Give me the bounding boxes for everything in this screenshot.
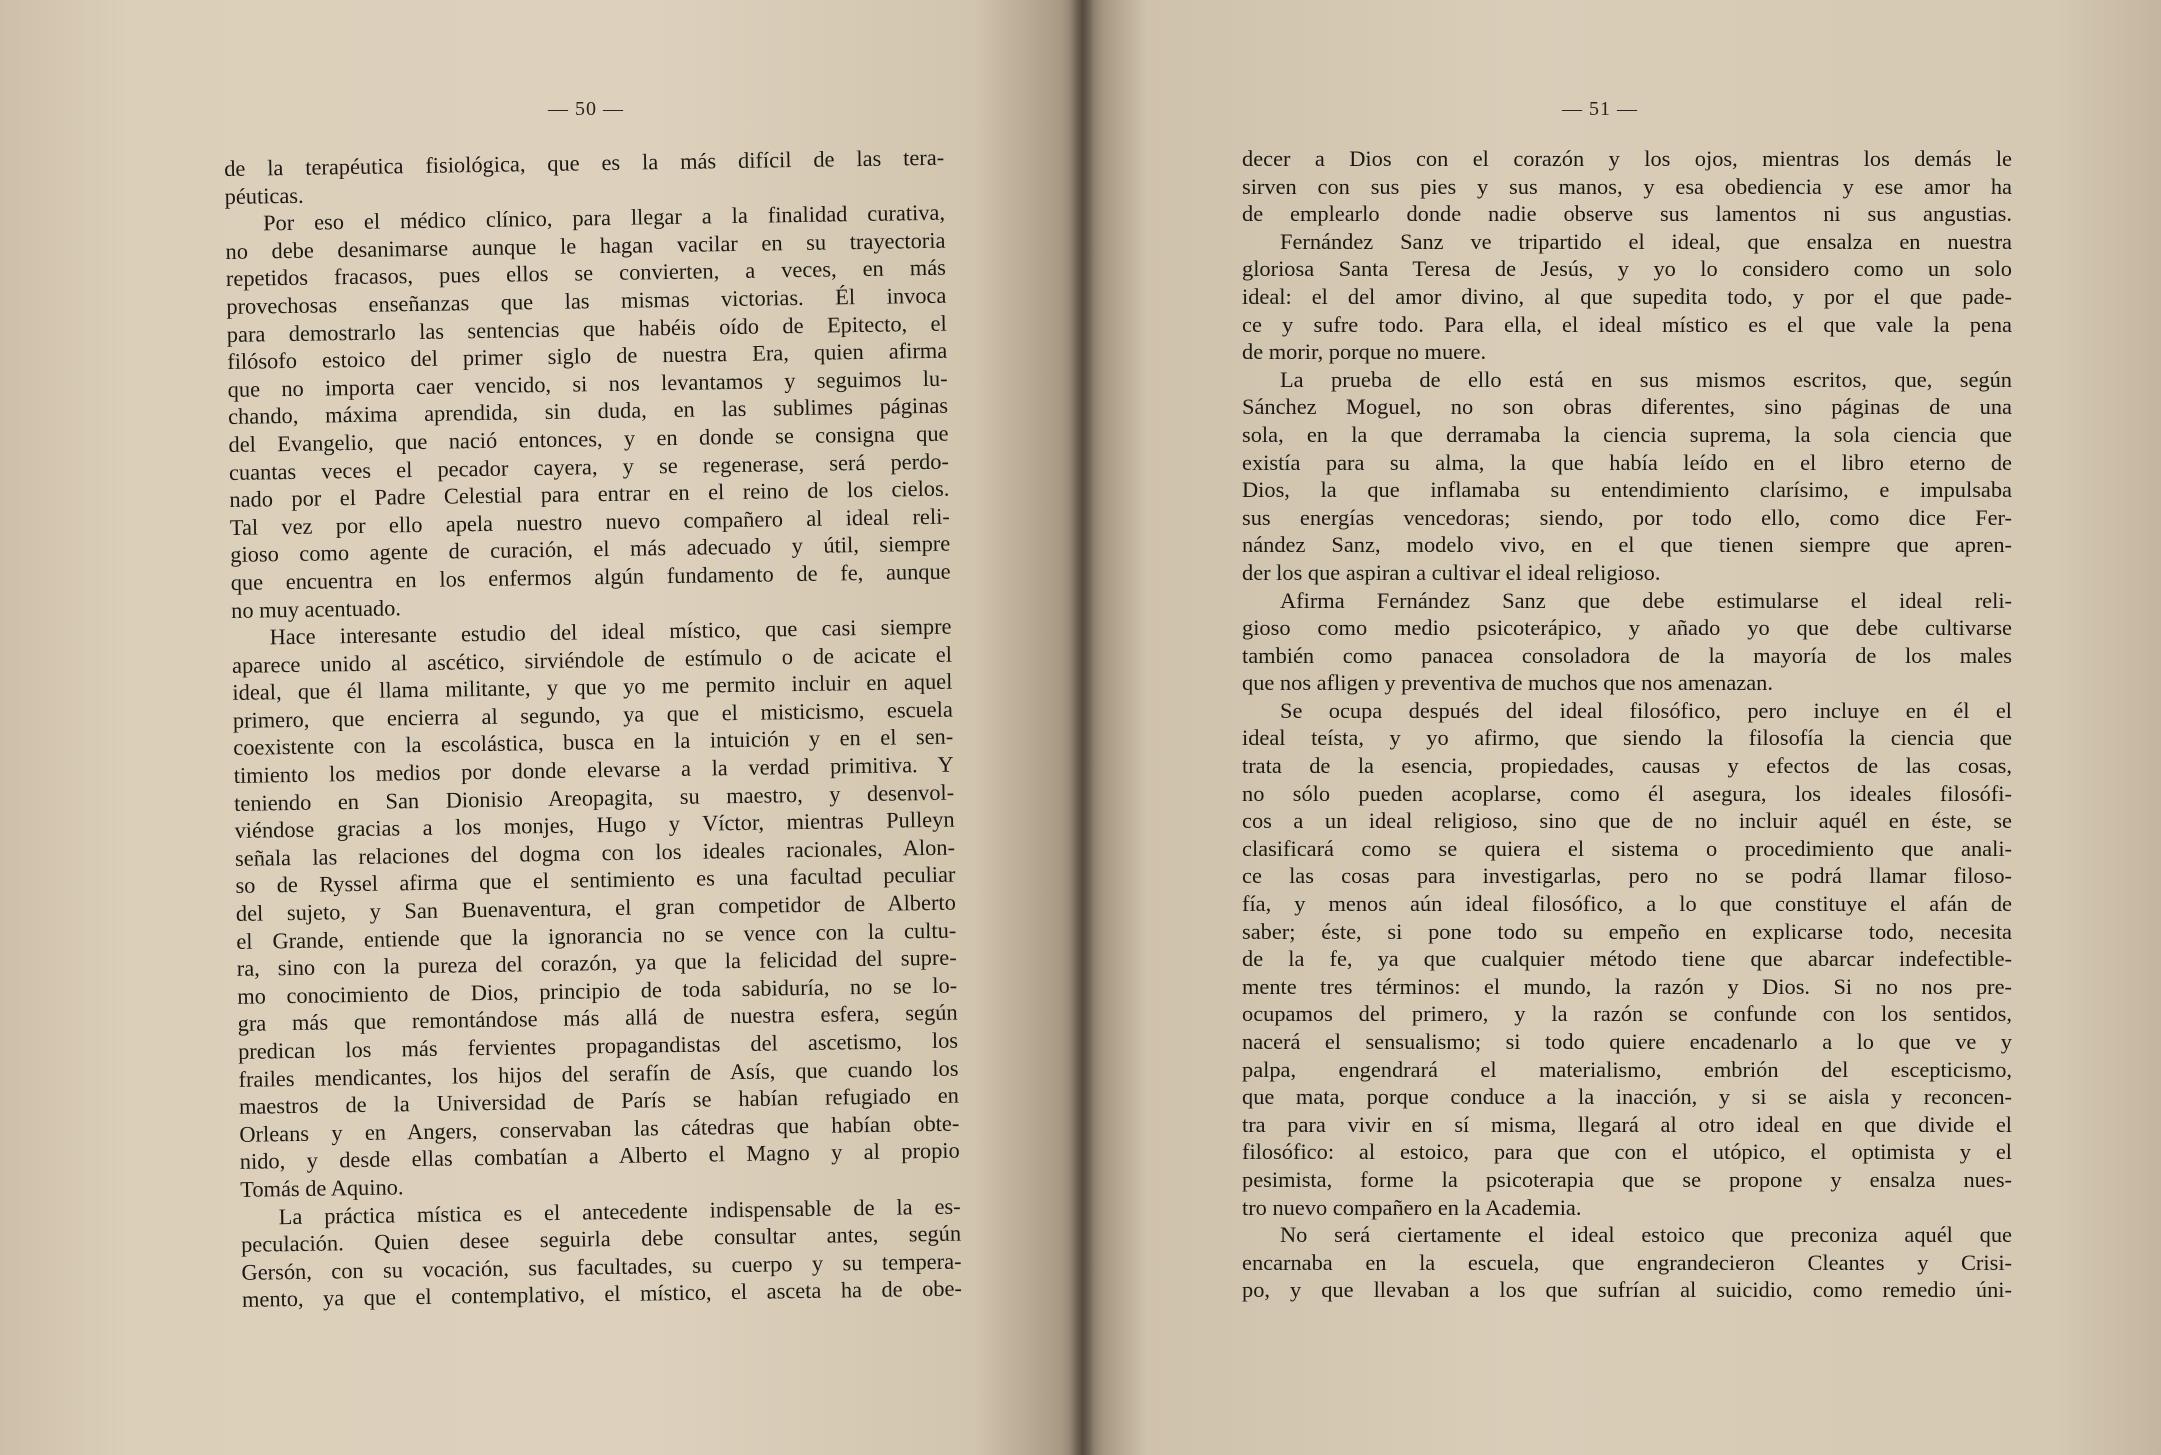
text-line: primero, que encierra al segundo, ya que el misticismo, escuela (232, 696, 953, 733)
text-line: mo conocimiento de Dios, principio de toda sabiduría, no se lo- (237, 972, 958, 1009)
text-line: Tomás de Aquino. (240, 1174, 404, 1202)
text-line: ra, sino con la pureza del corazón, ya que la felicidad del supre- (236, 944, 957, 982)
text-line: de la fe, ya que cualquier método tiene que abarcar indefectible- (1242, 946, 2012, 972)
text-line: fía, y menos aún ideal filosófico, a lo que constituye el afán de (1242, 891, 2012, 917)
text-line: No será ciertamente el ideal estoico que preconiza aquél que (1280, 1222, 2012, 1248)
text-line: timiento los medios por donde elevarse a la verdad primitiva. Y (233, 751, 954, 788)
text-line: teniendo en San Dionisio Areopagita, su maestro, y desenvol- (233, 779, 955, 816)
text-line: cuantas veces el pecador cayera, y se regenerase, será perdo- (228, 448, 950, 485)
text-line: gra más que remontándose más allá de nuestra esfera, según (237, 999, 958, 1037)
page-number-right: — 51 — (1562, 98, 1638, 120)
page-number-left: — 50 — (548, 98, 624, 120)
text-line: der los que aspiran a cultivar el ideal religioso. (1242, 559, 1661, 585)
text-line: pesimista, forme la psicoterapia que se propone y ensalza nues- (1242, 1166, 2012, 1192)
text-line: filósofo estoico del primer siglo de nuestra Era, quien afirma (227, 337, 948, 375)
text-line: so de Ryssel afirma que el sentimiento es una facultad peculiar (235, 862, 956, 899)
text-line: viéndose gracias a los monjes, Hugo y Víctor, mientras Pulleyn (234, 806, 955, 844)
text-line: repetidos fracasos, pues ellos se convierten, a veces, en más (225, 255, 947, 292)
text-line: también como panacea consoladora de la mayoría de los males (1242, 642, 2012, 668)
text-line: péuticas. (224, 182, 304, 209)
text-line: gioso como agente de curación, el más adecuado y útil, siempre (230, 530, 951, 568)
text-line: Gersón, con su vocación, sus facultades, su cuerpo y su tempera- (241, 1248, 962, 1285)
text-line: maestros de la Universidad de París se habían refugiado en (238, 1082, 960, 1120)
text-line: que nos afligen y preventiva de muchos que nos amenazan. (1242, 670, 1773, 696)
text-line: del sujeto, y San Buenaventura, el gran competidor de Alberto (235, 889, 957, 926)
text-line: ce y sufre todo. Para ella, el ideal místico es el que vale la pena (1242, 311, 2012, 337)
text-line: ideal: el del amor divino, al que supedita todo, y por el que pade- (1242, 283, 2012, 309)
right-page (1082, 0, 2161, 1455)
text-line: no debe desanimarse aunque le hagan vacilar en su trayectoria (225, 227, 946, 264)
text-line: po, y que llevaban a los que sufrían al suicidio, como remedio úni- (1242, 1277, 2012, 1303)
text-line: Dios, la que inflamaba su entendimiento clarísimo, e impulsaba (1242, 477, 2012, 503)
text-line: sola, en la que derramaba la ciencia suprema, la sola ciencia que (1242, 421, 2012, 447)
text-line: Hace interesante estudio del ideal místico, que casi siempre (269, 613, 952, 650)
text-line: peculación. Quien desee seguirla debe consultar antes, según (240, 1220, 962, 1258)
text-line: palpa, engendrará el materialismo, embrión del escepticismo, (1242, 1056, 2012, 1082)
text-line: existía para su alma, la que había leído en el libro eterno de (1242, 449, 2012, 475)
text-line: chando, máxima aprendida, sin duda, en las sublimes páginas (227, 393, 949, 430)
text-line: gloriosa Santa Teresa de Jesús, y yo lo considero como un solo (1242, 256, 2012, 282)
text-line: Por eso el médico clínico, para llegar a la finalidad curativa, (262, 199, 946, 236)
text-line: de la terapéutica fisiológica, que es la más difícil de las tera- (224, 144, 945, 181)
text-line: nido, y desde ellas combatían a Alberto el Magno y al propio (239, 1137, 960, 1175)
text-line: coexistente con la escolástica, busca en la intuición y en el sen- (233, 724, 954, 761)
text-line: mento, ya que el contemplativo, el místico, el asceta ha de obe- (241, 1275, 963, 1313)
left-page-text (224, 144, 962, 1314)
text-line: que mata, porque conduce a la inacción, y si se aisla y reconcen- (1242, 1084, 2012, 1110)
text-line: Tal vez por ello apela nuestro nuevo compañero al ideal reli- (229, 503, 950, 540)
text-line: Fernández Sanz ve tripartido el ideal, que ensalza en nuestra (1280, 228, 2012, 254)
text-line: aparece unido al ascético, sirviéndole de estímulo o de acicate el (231, 641, 953, 678)
book-gutter (1070, 0, 1094, 1455)
text-line: ideal teísta, y yo afirmo, que siendo la filosofía la ciencia que (1242, 725, 2012, 751)
text-line: saber; éste, si pone todo su empeño en explicarse todo, necesita (1242, 918, 2012, 944)
text-line: nández Sanz, modelo vivo, en el que tienen siempre que apren- (1242, 532, 2012, 558)
text-line: nado por el Padre Celestial para entrar en el reino de los cielos. (229, 475, 950, 513)
text-line: que encuentra en los enfermos algún fundamento de fe, aunque (230, 558, 951, 595)
text-line: tra para vivir en sí misma, llegará al otro ideal en que divide el (1242, 1111, 2012, 1137)
text-line: ce las cosas para investigarlas, pero no se podrá llamar filoso- (1242, 863, 2012, 889)
text-line: La prueba de ello está en sus mismos escritos, que, según (1280, 366, 2012, 392)
text-line: frailes mendicantes, los hijos del serafín de Asís, que cuando los (238, 1055, 959, 1092)
text-line: predican los más fervientes propagandistas del ascetismo, los (237, 1027, 959, 1064)
text-line: Se ocupa después del ideal filosófico, pero incluye en él el (1280, 697, 2012, 723)
text-line: Sánchez Moguel, no son obras diferentes, sino páginas de una (1242, 394, 2012, 420)
text-line: de emplearlo donde nadie observe sus lamentos ni sus angustias. (1242, 201, 2012, 227)
text-line: cos a un ideal religioso, sino que de no incluir aquél en éste, se (1242, 808, 2012, 834)
text-line: para demostrarlo las sentencias que habéis oído de Epitecto, el (226, 310, 947, 347)
text-line: decer a Dios con el corazón y los ojos, mientras los demás le (1242, 146, 2012, 171)
text-line: filosófico: al estoico, para que con el utópico, el optimista y el (1242, 1139, 2012, 1165)
text-line: ocupamos del primero, y la razón se confunde con los sentidos, (1242, 1001, 2012, 1027)
text-line: encarnaba en la escuela, que engrandecieron Cleantes y Crisi- (1242, 1249, 2012, 1275)
text-line: sus energías vencedoras; siendo, por todo ello, como dice Fer- (1242, 504, 2012, 530)
text-line: tro nuevo compañero en la Academia. (1242, 1194, 1582, 1220)
text-line: Afirma Fernández Sanz que debe estimularse el ideal reli- (1280, 587, 2012, 613)
text-line: nacerá el sensualismo; si todo quiere encadenarlo a lo que ve y (1242, 1029, 2012, 1054)
text-line: señala las relaciones del dogma con los ideales racionales, Alon- (234, 834, 956, 871)
text-line: de morir, porque no muere. (1242, 339, 1487, 365)
text-line: el Grande, entiende que la ignorancia no se vence con la cultu- (236, 917, 957, 954)
text-line: que no importa caer vencido, si nos levantamos y seguimos lu- (227, 365, 948, 402)
right-page-text (1242, 145, 2012, 1304)
text-line: Orleans y en Angers, conservaban las cátedras que habían obte- (239, 1110, 960, 1147)
text-line: gioso como medio psicoterápico, y añado yo que debe cultivarse (1242, 615, 2012, 641)
text-line: trata de la esencia, propiedades, causas y efectos de las cosas, (1242, 753, 2012, 779)
text-line: no muy acentuado. (230, 594, 402, 623)
text-line: ideal, que él llama militante, y que yo me permito incluir en aquel (232, 668, 953, 706)
text-line: provechosas enseñanzas que las mismas victorias. Él invoca (226, 282, 947, 319)
text-line: mente tres términos: el mundo, la razón y Dios. Si no nos pre- (1242, 973, 2012, 999)
text-line: clasificará como se quiera el sistema o procedimiento que anali- (1242, 835, 2012, 861)
text-line: La práctica mística es el antecedente indispensable de la es- (278, 1193, 961, 1229)
text-line: sirven con sus pies y sus manos, y esa obediencia y ese amor ha (1242, 173, 2012, 199)
text-line: del Evangelio, que nació entonces, y en donde se consigna que (228, 420, 949, 457)
text-line: no sólo pueden acoplarse, como él asegura, los ideales filosófi- (1242, 780, 2012, 806)
